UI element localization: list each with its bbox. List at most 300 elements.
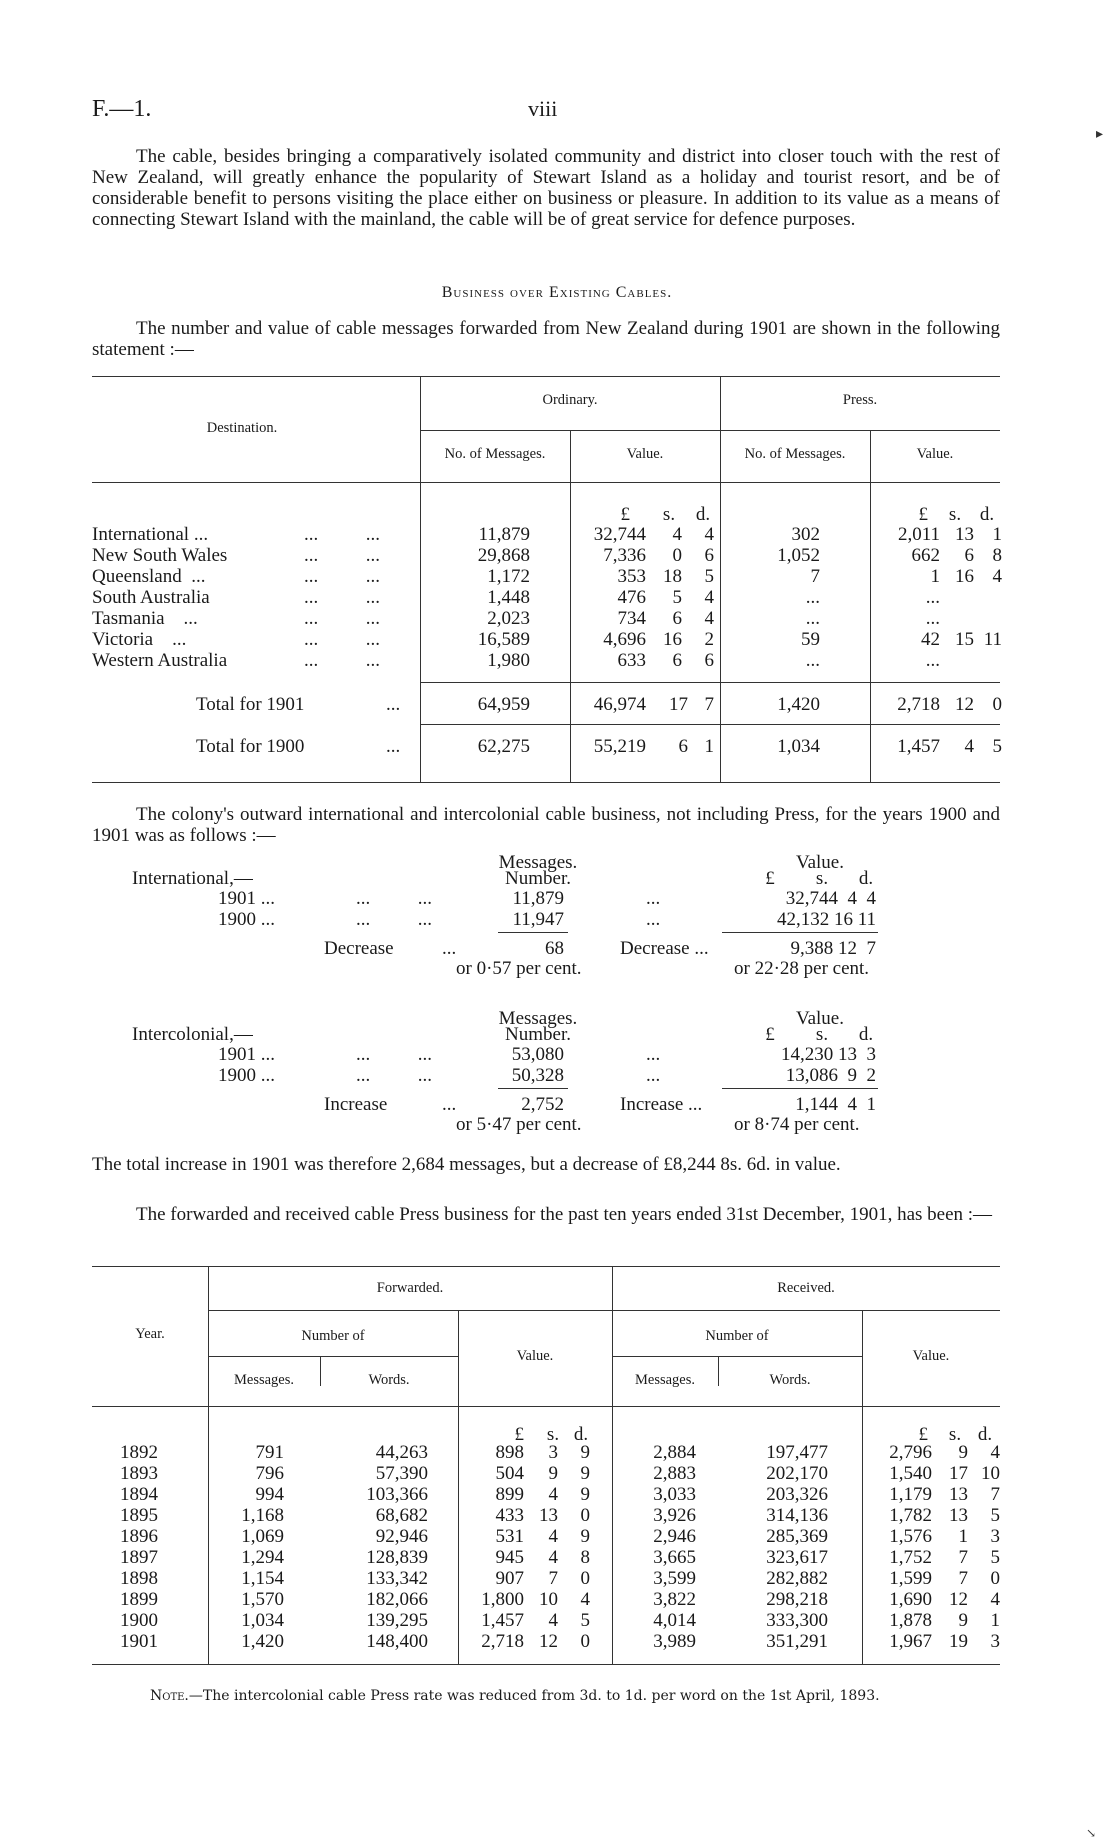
- sum-rule: [498, 932, 568, 933]
- row-received-shillings: 7: [958, 1547, 968, 1568]
- row-forwarded-words: 182,066: [366, 1589, 428, 1610]
- row-received-pence: 3: [990, 1631, 1000, 1652]
- row-forwarded-shillings: 10: [539, 1589, 558, 1610]
- total-ordinary-pence: 1: [704, 736, 714, 757]
- row-received-pounds: 1,179: [889, 1484, 932, 1505]
- header-bottom-rule: [92, 1406, 1000, 1407]
- row-press-pounds: ...: [925, 587, 940, 608]
- row-ordinary-messages: 1,448: [487, 587, 530, 608]
- row-forwarded-pounds: 945: [495, 1547, 524, 1568]
- row-ordinary-pounds: 7,336: [603, 545, 646, 566]
- row-received-pence: 0: [990, 1568, 1000, 1589]
- total-ordinary-pounds: 55,219: [593, 736, 646, 757]
- leader-dots: ... ...: [356, 888, 432, 909]
- total-ordinary-shillings: 6: [678, 736, 688, 757]
- row-press-pounds: 1: [930, 566, 940, 587]
- header-ordinary-value: Value.: [626, 446, 664, 462]
- row-press-pounds: 662: [911, 545, 940, 566]
- messages-change: 68: [545, 938, 564, 959]
- row-forwarded-messages: 796: [255, 1463, 284, 1484]
- row-destination: International ...: [92, 524, 209, 545]
- row-forwarded-pence: 5: [580, 1610, 590, 1631]
- row-forwarded-pence: 9: [580, 1484, 590, 1505]
- header-number-of: Number of: [705, 1328, 769, 1344]
- row-ordinary-pence: 4: [704, 608, 714, 629]
- value-label: Value.: [795, 1008, 844, 1029]
- row-received-messages: 2,946: [653, 1526, 696, 1547]
- statement-paragraph: [92, 318, 1000, 360]
- total-label: Total for 1900: [196, 736, 305, 757]
- currency-pound: £: [765, 868, 775, 889]
- row-press-pence: 4: [992, 566, 1002, 587]
- messages-1900: 11,947: [512, 909, 564, 930]
- note-prefix: Note.: [150, 1688, 189, 1704]
- row-year: 1901: [120, 1631, 158, 1652]
- row-year: 1900: [120, 1610, 158, 1631]
- row-press-messages: 7: [810, 566, 820, 587]
- row-received-pence: 5: [990, 1505, 1000, 1526]
- row-received-messages: 2,883: [653, 1463, 696, 1484]
- row-received-shillings: 13: [949, 1484, 968, 1505]
- row-forwarded-pence: 0: [580, 1631, 590, 1652]
- currency-pound: £: [765, 1024, 775, 1045]
- row-received-messages: 2,884: [653, 1442, 696, 1463]
- header-ordinary: Ordinary.: [542, 392, 598, 408]
- row-forwarded-pence: 4: [580, 1589, 590, 1610]
- leader-dots: ...: [442, 1094, 457, 1115]
- row-leader-dots: ... ...: [304, 629, 380, 650]
- margin-mark: ▸: [1096, 127, 1104, 142]
- colony-paragraph: [92, 804, 1000, 846]
- header-messages: Messages.: [634, 1372, 695, 1388]
- row-year: 1899: [120, 1589, 158, 1610]
- header-messages: Messages.: [233, 1372, 294, 1388]
- row-year: 1897: [120, 1547, 158, 1568]
- total-press-shillings: 12: [955, 694, 974, 715]
- row-ordinary-pounds: 353: [617, 566, 646, 587]
- value-change: 1,144 4 1: [795, 1094, 876, 1115]
- row-press-shillings: 13: [955, 524, 974, 545]
- row-forwarded-pence: 8: [580, 1547, 590, 1568]
- row-destination: Western Australia: [92, 650, 228, 671]
- leader-dots: ... ...: [356, 909, 432, 930]
- row-received-shillings: 1: [958, 1526, 968, 1547]
- leader-dots: ...: [646, 1065, 661, 1086]
- row-destination: Queensland ...: [92, 566, 206, 587]
- header-press-value: Value.: [916, 446, 954, 462]
- currency-pound: £: [514, 1424, 524, 1445]
- row-press-pounds: 42: [921, 629, 940, 650]
- row-press-messages: ...: [805, 608, 820, 629]
- value-label: Value.: [795, 852, 844, 873]
- row-received-words: 197,477: [766, 1442, 828, 1463]
- row-forwarded-shillings: 9: [548, 1463, 558, 1484]
- total-ordinary-pounds: 46,974: [593, 694, 646, 715]
- row-received-shillings: 13: [949, 1505, 968, 1526]
- row-leader-dots: ... ...: [304, 650, 380, 671]
- row-forwarded-words: 139,295: [366, 1610, 428, 1631]
- row-received-words: 282,882: [766, 1568, 828, 1589]
- header-words: Words.: [368, 1372, 410, 1388]
- row-year: 1896: [120, 1526, 158, 1547]
- currency-d: d.: [858, 1024, 874, 1045]
- currency-d: d.: [977, 1424, 993, 1445]
- row-press-pounds: ...: [925, 650, 940, 671]
- row-ordinary-pounds: 476: [617, 587, 646, 608]
- currency-pound: £: [918, 504, 928, 525]
- row-received-words: 333,300: [766, 1610, 828, 1631]
- value-1900: 42,132 16 11: [776, 909, 876, 930]
- row-forwarded-shillings: 3: [548, 1442, 558, 1463]
- header-value: Value.: [912, 1348, 950, 1364]
- row-destination: Tasmania ...: [92, 608, 198, 629]
- row-received-pence: 3: [990, 1526, 1000, 1547]
- row-received-pence: 4: [990, 1442, 1000, 1463]
- row-ordinary-messages: 1,980: [487, 650, 530, 671]
- row-press-shillings: 15: [955, 629, 974, 650]
- messages-percent: or 5·47 per cent.: [456, 1114, 582, 1135]
- header-value: Value.: [516, 1348, 554, 1364]
- row-received-pounds: 1,967: [889, 1631, 932, 1652]
- total-press-messages: 1,420: [777, 694, 820, 715]
- row-ordinary-shillings: 6: [672, 608, 682, 629]
- row-press-shillings: 16: [955, 566, 974, 587]
- leader-dots: ...: [646, 1044, 661, 1065]
- statement-text: The number and value of cable messages forwarded from New Zealand during 1901 are shown in the following statement :—: [92, 318, 1000, 360]
- row-forwarded-words: 148,400: [366, 1631, 428, 1652]
- row-forwarded-pounds: 433: [495, 1505, 524, 1526]
- row-received-words: 203,326: [766, 1484, 828, 1505]
- page-code: F.—1.: [92, 96, 152, 122]
- header-forwarded: Forwarded.: [376, 1280, 444, 1296]
- row-forwarded-shillings: 4: [548, 1547, 558, 1568]
- row-forwarded-messages: 1,294: [241, 1547, 284, 1568]
- total-press-pence: 0: [992, 694, 1002, 715]
- row-forwarded-pounds: 899: [495, 1484, 524, 1505]
- currency-d: d.: [979, 504, 995, 525]
- currency-s: s.: [948, 504, 962, 525]
- row-forwarded-shillings: 4: [548, 1526, 558, 1547]
- row-forwarded-words: 57,390: [375, 1463, 428, 1484]
- row-received-pence: 1: [990, 1610, 1000, 1631]
- row-ordinary-shillings: 5: [672, 587, 682, 608]
- year-1900: 1900 ...: [218, 1065, 275, 1086]
- row-forwarded-pence: 9: [580, 1463, 590, 1484]
- header-number-of: Number of: [301, 1328, 365, 1344]
- value-percent: or 8·74 per cent.: [734, 1114, 860, 1135]
- row-ordinary-pence: 4: [704, 587, 714, 608]
- row-received-messages: 3,822: [653, 1589, 696, 1610]
- row-ordinary-shillings: 18: [663, 566, 682, 587]
- row-press-pence: 8: [992, 545, 1002, 566]
- header-words: Words.: [769, 1372, 811, 1388]
- row-received-pence: 7: [990, 1484, 1000, 1505]
- row-ordinary-messages: 1,172: [487, 566, 530, 587]
- currency-s: s.: [662, 504, 676, 525]
- row-received-pounds: 1,782: [889, 1505, 932, 1526]
- row-press-pence: 1: [992, 524, 1002, 545]
- currency-s: s.: [815, 868, 829, 889]
- row-ordinary-pence: 5: [704, 566, 714, 587]
- row-forwarded-pence: 9: [580, 1526, 590, 1547]
- row-press-messages: ...: [805, 587, 820, 608]
- row-press-pence: 11: [983, 629, 1002, 650]
- row-forwarded-messages: 1,069: [241, 1526, 284, 1547]
- currency-d: d.: [573, 1424, 589, 1445]
- row-press-shillings: 6: [964, 545, 974, 566]
- messages-label: Messages.: [498, 852, 578, 873]
- currency-s: s.: [815, 1024, 829, 1045]
- row-forwarded-messages: 1,034: [241, 1610, 284, 1631]
- total-press-pence: 5: [992, 736, 1002, 757]
- intro-text: The cable, besides bringing a comparatively isolated community and district into closer touch with the rest of New Zealand, will greatly enhance the popularity of Stewart Island as a holiday and tourist resort, and be of considerable benefit to persons visiting the place either on business or pleasure. In addition to its value as a means of connecting Stewart Island with the mainland, the cable will be of great service for defence purposes.: [92, 146, 1000, 230]
- number-of-rule: [208, 1356, 458, 1357]
- row-year: 1893: [120, 1463, 158, 1484]
- header-destination: Destination.: [206, 420, 278, 436]
- row-received-shillings: 17: [949, 1463, 968, 1484]
- row-leader-dots: ... ...: [304, 524, 380, 545]
- row-received-shillings: 9: [958, 1610, 968, 1631]
- row-press-messages: ...: [805, 650, 820, 671]
- total-leader-dots: ...: [386, 694, 401, 715]
- row-forwarded-words: 92,946: [375, 1526, 428, 1547]
- messages-label: Messages.: [498, 1008, 578, 1029]
- total-ordinary-pence: 7: [704, 694, 714, 715]
- value-change-label: Increase ...: [620, 1094, 703, 1115]
- row-press-messages: 1,052: [777, 545, 820, 566]
- header-press: Press.: [842, 392, 878, 408]
- leader-dots: ...: [442, 938, 457, 959]
- row-received-pence: 4: [990, 1589, 1000, 1610]
- row-received-messages: 3,599: [653, 1568, 696, 1589]
- row-received-words: 298,218: [766, 1589, 828, 1610]
- row-forwarded-pounds: 907: [495, 1568, 524, 1589]
- row-ordinary-pounds: 633: [617, 650, 646, 671]
- row-received-shillings: 9: [958, 1442, 968, 1463]
- row-received-shillings: 7: [958, 1568, 968, 1589]
- currency-s: s.: [948, 1424, 962, 1445]
- row-ordinary-pounds: 4,696: [603, 629, 646, 650]
- row-leader-dots: ... ...: [304, 545, 380, 566]
- row-leader-dots: ... ...: [304, 566, 380, 587]
- row-ordinary-pence: 6: [704, 650, 714, 671]
- total-paragraph: The total increase in 1901 was therefore 2,684 messages, but a decrease of £8,244 8s. 6d. in value.: [92, 1154, 841, 1175]
- value-1901: 14,230 13 3: [781, 1044, 876, 1065]
- number-label: Number.: [505, 1024, 571, 1045]
- row-ordinary-shillings: 6: [672, 650, 682, 671]
- messages-change: 2,752: [521, 1094, 564, 1115]
- row-forwarded-pence: 0: [580, 1505, 590, 1526]
- total-ordinary-messages: 62,275: [477, 736, 530, 757]
- row-forwarded-shillings: 12: [539, 1631, 558, 1652]
- row-received-pounds: 1,690: [889, 1589, 932, 1610]
- header-press-messages: No. of Messages.: [744, 446, 846, 462]
- row-ordinary-shillings: 4: [672, 524, 682, 545]
- currency-pound: £: [918, 1424, 928, 1445]
- row-ordinary-messages: 11,879: [478, 524, 530, 545]
- row-received-pounds: 1,540: [889, 1463, 932, 1484]
- messages-1901: 53,080: [511, 1044, 564, 1065]
- row-ordinary-pence: 4: [704, 524, 714, 545]
- row-received-words: 314,136: [766, 1505, 828, 1526]
- row-received-pounds: 1,576: [889, 1526, 932, 1547]
- row-forwarded-pounds: 1,800: [481, 1589, 524, 1610]
- table-top-rule: [92, 376, 1000, 377]
- total-top-rule: [420, 682, 1000, 683]
- row-forwarded-words: 103,366: [366, 1484, 428, 1505]
- intro-paragraph: [92, 146, 1000, 230]
- row-year: 1894: [120, 1484, 158, 1505]
- row-forwarded-pounds: 1,457: [481, 1610, 524, 1631]
- currency-s: s.: [546, 1424, 560, 1445]
- value-1901: 32,744 4 4: [785, 888, 876, 909]
- row-received-messages: 3,033: [653, 1484, 696, 1505]
- row-forwarded-pounds: 531: [495, 1526, 524, 1547]
- row-received-words: 323,617: [766, 1547, 828, 1568]
- row-received-words: 285,369: [766, 1526, 828, 1547]
- table-bottom-rule: [92, 1664, 1000, 1665]
- value-1900: 13,086 9 2: [785, 1065, 876, 1086]
- row-received-pounds: 1,599: [889, 1568, 932, 1589]
- subheader-rule: [420, 430, 1000, 431]
- press-text: The forwarded and received cable Press business for the past ten years ended 31st December, 1901, has been :—: [136, 1204, 993, 1225]
- row-ordinary-messages: 16,589: [477, 629, 530, 650]
- row-forwarded-shillings: 4: [548, 1484, 558, 1505]
- total-leader-dots: ...: [386, 736, 401, 757]
- row-forwarded-pounds: 2,718: [481, 1631, 524, 1652]
- group-rule: [208, 1310, 1000, 1311]
- row-destination: Victoria ...: [92, 629, 187, 650]
- row-received-messages: 3,665: [653, 1547, 696, 1568]
- section-title: Intercolonial,—: [132, 1024, 253, 1045]
- row-forwarded-shillings: 13: [539, 1505, 558, 1526]
- row-received-messages: 4,014: [653, 1610, 696, 1631]
- margin-mark: ↘: [1086, 1826, 1097, 1840]
- sum-rule: [498, 1088, 568, 1089]
- row-ordinary-pence: 2: [704, 629, 714, 650]
- section-title: International,—: [132, 868, 253, 889]
- row-forwarded-messages: 1,420: [241, 1631, 284, 1652]
- sum-rule: [722, 1088, 878, 1089]
- row-received-pounds: 1,878: [889, 1610, 932, 1631]
- total-label: Total for 1901: [196, 694, 305, 715]
- row-received-words: 351,291: [766, 1631, 828, 1652]
- row-received-pence: 5: [990, 1547, 1000, 1568]
- row-forwarded-pence: 9: [580, 1442, 590, 1463]
- row-press-pounds: ...: [925, 608, 940, 629]
- value-change: 9,388 12 7: [790, 938, 876, 959]
- row-forwarded-messages: 1,168: [241, 1505, 284, 1526]
- table-top-rule: [92, 1266, 1000, 1267]
- year-1901: 1901 ...: [218, 888, 275, 909]
- colony-text: The colony's outward international and intercolonial cable business, not including Press, for the years 1900 and 1901 was as follows :—: [92, 804, 1000, 846]
- number-label: Number.: [505, 868, 571, 889]
- row-year: 1898: [120, 1568, 158, 1589]
- section-heading: Business over Existing Cables.: [441, 284, 673, 301]
- row-leader-dots: ... ...: [304, 608, 380, 629]
- leader-dots: ... ...: [356, 1065, 432, 1086]
- row-ordinary-pounds: 734: [617, 608, 646, 629]
- row-forwarded-pence: 0: [580, 1568, 590, 1589]
- row-received-messages: 3,989: [653, 1631, 696, 1652]
- row-press-messages: 59: [801, 629, 820, 650]
- sum-rule: [722, 932, 878, 933]
- row-received-words: 202,170: [766, 1463, 828, 1484]
- leader-dots: ... ...: [356, 1044, 432, 1065]
- row-forwarded-messages: 1,154: [241, 1568, 284, 1589]
- page-number: viii: [528, 96, 558, 121]
- total-press-messages: 1,034: [777, 736, 820, 757]
- year-1901: 1901 ...: [218, 1044, 275, 1065]
- row-destination: New South Wales: [92, 545, 228, 566]
- currency-d: d.: [695, 504, 711, 525]
- row-destination: South Australia: [92, 587, 210, 608]
- row-ordinary-pounds: 32,744: [593, 524, 646, 545]
- row-received-pounds: 2,796: [889, 1442, 932, 1463]
- row-ordinary-messages: 2,023: [487, 608, 530, 629]
- row-forwarded-words: 44,263: [375, 1442, 428, 1463]
- press-paragraph: [92, 1204, 1000, 1225]
- header-bottom-rule: [92, 482, 1000, 483]
- total-ordinary-messages: 64,959: [477, 694, 530, 715]
- row-received-messages: 3,926: [653, 1505, 696, 1526]
- number-of-rule: [612, 1356, 862, 1357]
- row-received-pence: 10: [981, 1463, 1000, 1484]
- row-forwarded-shillings: 7: [548, 1568, 558, 1589]
- row-ordinary-shillings: 0: [672, 545, 682, 566]
- row-press-messages: 302: [791, 524, 820, 545]
- change-label: Increase: [324, 1094, 388, 1115]
- row-forwarded-pounds: 898: [495, 1442, 524, 1463]
- row-press-pounds: 2,011: [897, 524, 940, 545]
- row-year: 1895: [120, 1505, 158, 1526]
- change-label: Decrease: [324, 938, 394, 959]
- value-percent: or 22·28 per cent.: [734, 958, 870, 979]
- row-forwarded-words: 68,682: [375, 1505, 428, 1526]
- row-ordinary-pence: 6: [704, 545, 714, 566]
- row-forwarded-messages: 994: [255, 1484, 284, 1505]
- messages-percent: or 0·57 per cent.: [456, 958, 582, 979]
- total-press-pounds: 2,718: [897, 694, 940, 715]
- row-received-pounds: 1,752: [889, 1547, 932, 1568]
- row-forwarded-words: 133,342: [366, 1568, 428, 1589]
- header-received: Received.: [777, 1280, 835, 1296]
- leader-dots: ...: [646, 888, 661, 909]
- value-change-label: Decrease ...: [620, 938, 709, 959]
- row-forwarded-pounds: 504: [495, 1463, 524, 1484]
- year-1900: 1900 ...: [218, 909, 275, 930]
- row-ordinary-shillings: 16: [663, 629, 682, 650]
- row-forwarded-words: 128,839: [366, 1547, 428, 1568]
- table-bottom-rule: [92, 782, 1000, 783]
- messages-1901: 11,879: [512, 888, 564, 909]
- leader-dots: ...: [646, 909, 661, 930]
- messages-1900: 50,328: [511, 1065, 564, 1086]
- row-ordinary-messages: 29,868: [477, 545, 530, 566]
- row-forwarded-messages: 791: [255, 1442, 284, 1463]
- row-forwarded-messages: 1,570: [241, 1589, 284, 1610]
- header-ordinary-messages: No. of Messages.: [444, 446, 546, 462]
- table-note: [150, 1688, 880, 1704]
- currency-d: d.: [858, 868, 874, 889]
- row-forwarded-shillings: 4: [548, 1610, 558, 1631]
- row-leader-dots: ... ...: [304, 587, 380, 608]
- total-press-pounds: 1,457: [897, 736, 940, 757]
- total-ordinary-shillings: 17: [669, 694, 688, 715]
- currency-pound: £: [620, 504, 630, 525]
- header-year: Year.: [135, 1326, 165, 1342]
- total-separator-rule: [420, 724, 1000, 725]
